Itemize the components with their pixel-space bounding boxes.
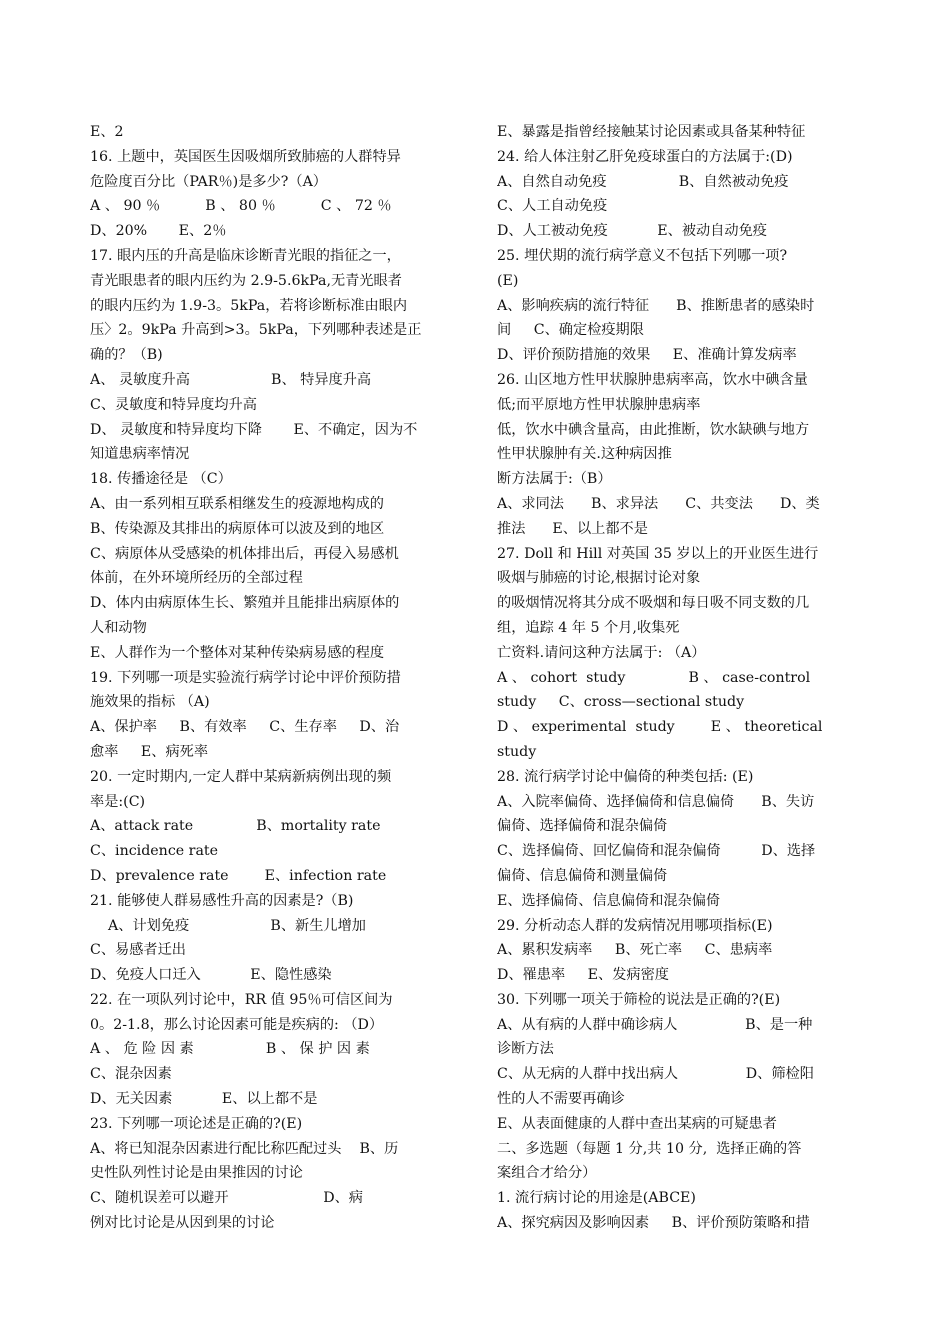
text-line: 推法 E、以上都不是 (497, 520, 648, 537)
text-line: A、自然自动免疫 B、自然被动免疫 (497, 173, 789, 190)
text-line: 18. 传播途径是 （C） (90, 471, 232, 488)
text-line: C、混杂因素 (90, 1066, 172, 1083)
text-line: 诊断方法 (497, 1041, 554, 1058)
text-line: 施效果的指标 （A) (90, 694, 210, 711)
text-line: D、无关因素 E、以上都不是 (90, 1091, 318, 1108)
text-line: 23. 下列哪一项论述是正确的?(E) (90, 1115, 303, 1132)
text-line: 的眼内压约为 1.9-3。5kPa，若将诊断标准由眼内 (90, 297, 408, 314)
text-line: 性的人不需要再确诊 (497, 1091, 625, 1108)
text-line: 低;而平原地方性甲状腺肿患病率 (497, 396, 701, 413)
text-line: A、探究病因及影响因素 B、评价预防策略和措 (497, 1215, 810, 1232)
text-line: E、暴露是指曾经接触某讨论因素或具备某种特征 (497, 124, 806, 140)
text-line: study (497, 743, 537, 760)
text-line: 人和动物 (90, 619, 147, 636)
text-line: E、选择偏倚、信息偏倚和混杂偏倚 (497, 892, 721, 909)
text-line: C、人工自动免疫 (497, 198, 608, 215)
text-line: 吸烟与肺癌的讨论,根据讨论对象 (497, 570, 701, 587)
text-line: 间 C、确定检疫期限 (497, 322, 644, 339)
text-line: 1. 流行病讨论的用途是(ABCE) (497, 1190, 696, 1207)
text-line: 青光眼患者的眼内压约为 2.9-5.6kPa,无青光眼者 (90, 272, 402, 289)
text-line: 的吸烟情况将其分成不吸烟和每日吸不同支数的几 (497, 595, 810, 612)
text-line: 28. 流行病学讨论中偏倚的种类包括: (E) (497, 768, 754, 785)
text-line: A、累积发病率 B、死亡率 C、患病率 (497, 942, 773, 959)
text-line: E、人群作为一个整体对某种传染病易感的程度 (90, 644, 385, 661)
text-line: A、由一系列相互联系相继发生的疫源地构成的 (90, 495, 384, 512)
text-line: D、免疫人口迁入 E、隐性感染 (90, 967, 332, 984)
text-line: D、 灵敏度和特异度均下降 E、不确定，因为不 (90, 421, 418, 438)
text-line: A、求同法 B、求异法 C、共变法 D、类 (497, 495, 820, 512)
text-line: 压〉2。9kPa 升高到>3。5kPa，下列哪种表述是正 (90, 322, 422, 339)
text-line: 性甲状腺肿有关.这种病因推 (497, 446, 672, 463)
text-line: 24. 给人体注射乙肝免疫球蛋白的方法属于:(D) (497, 148, 793, 165)
text-line: 史性队列性讨论是由果推因的讨论 (90, 1165, 303, 1182)
text-line: A、计划免疫 B、新生儿增加 (90, 917, 366, 934)
text-line: (E) (497, 272, 519, 289)
text-line: 29. 分析动态人群的发病情况用哪项指标(E) (497, 917, 773, 934)
text-line: 断方法属于:（B） (497, 471, 612, 488)
text-line: D、人工被动免疫 E、被动自动免疫 (497, 223, 767, 240)
text-line: C、从无病的人群中找出病人 D、筛检阳 (497, 1066, 814, 1083)
text-line: D、体内由病原体生长、繁殖并且能排出病原体的 (90, 595, 400, 612)
text-line: A、入院率偏倚、选择偏倚和信息偏倚 B、失访 (497, 793, 815, 810)
right-column (497, 120, 872, 1236)
text-line: 21. 能够使人群易感性升高的因素是?（B) (90, 892, 354, 909)
text-line: 0。2-1.8，那么讨论因素可能是疾病的: （D） (90, 1016, 384, 1033)
text-line: 22. 在一项队列讨论中，RR 值 95％可信区间为 (90, 991, 393, 1008)
text-line: A、 灵敏度升高 B、 特异度升高 (90, 371, 372, 388)
text-line: E、2 (90, 124, 124, 140)
text-line: C、易感者迁出 (90, 942, 186, 959)
text-line: 知道患病率情况 (90, 446, 190, 463)
text-line: C、灵敏度和特异度均升高 (90, 396, 257, 413)
text-line: D、罹患率 E、发病密度 (497, 967, 669, 984)
text-line: 愈率 E、病死率 (90, 743, 209, 760)
text-line: E、从表面健康的人群中查出某病的可疑患者 (497, 1115, 777, 1132)
text-line: A、attack rate B、mortality rate (90, 818, 381, 835)
left-column (90, 120, 466, 1236)
text-line: 案组合才给分） (497, 1165, 597, 1182)
text-line: 亡资料.请问这种方法属于: （A） (497, 644, 706, 661)
text-line: 偏倚、信息偏倚和测量偏倚 (497, 867, 668, 884)
text-line: 二、多选题（每题 1 分,共 10 分, 选择正确的答 (497, 1140, 802, 1157)
text-line: C、病原体从受感染的机体排出后，再侵入易感机 (90, 545, 399, 562)
text-line: B、传染源及其排出的病原体可以波及到的地区 (90, 520, 385, 537)
text-line: D 、 experimental study E 、 theoretical (497, 719, 823, 736)
text-line: A、影响疾病的流行特征 B、推断患者的感染时 (497, 297, 815, 314)
text-line: study C、cross—sectional study (497, 694, 745, 711)
text-line: A、保护率 B、有效率 C、生存率 D、治 (90, 719, 400, 736)
text-line: 30. 下列哪一项关于筛检的说法是正确的?(E) (497, 991, 781, 1008)
text-line: A 、 90 ％ B 、 80 ％ C 、 72 ％ (90, 198, 392, 215)
text-line: A 、 cohort study B 、 case-control (497, 669, 811, 686)
text-line: 低，饮水中碘含量高，由此推断，饮水缺碘与地方 (497, 421, 810, 438)
text-line: C、选择偏倚、回忆偏倚和混杂偏倚 D、选择 (497, 843, 816, 860)
text-line: 16. 上题中，英国医生因吸烟所致肺癌的人群特异 (90, 148, 401, 165)
text-line: 20. 一定时期内,一定人群中某病新病例出现的频 (90, 768, 392, 785)
text-line: D、评价预防措施的效果 E、准确计算发病率 (497, 347, 797, 364)
text-line: 19. 下列哪一项是实验流行病学讨论中评价预防措 (90, 669, 401, 686)
text-line: 偏倚、选择偏倚和混杂偏倚 (497, 818, 668, 835)
text-line: 组，追踪 4 年 5 个月,收集死 (497, 619, 680, 636)
text-line: 例对比讨论是从因到果的讨论 (90, 1215, 275, 1232)
text-line: 27. Doll 和 Hill 对英国 35 岁以上的开业医生进行 (497, 545, 819, 562)
text-line: D、prevalence rate E、infection rate (90, 867, 387, 884)
text-line: 体前，在外环境所经历的全部过程 (90, 570, 303, 587)
text-line: 率是:(C) (90, 793, 146, 810)
text-line: C、incidence rate (90, 843, 219, 860)
text-line: A、从有病的人群中确诊病人 B、是一种 (497, 1016, 813, 1033)
text-line: 确的？（B) (90, 347, 163, 364)
text-line: 26. 山区地方性甲状腺肿患病率高，饮水中碘含量 (497, 371, 808, 388)
text-line: A、将已知混杂因素进行配比称匹配过头 B、历 (90, 1140, 399, 1157)
text-line: 25. 埋伏期的流行病学意义不包括下列哪一项? (497, 247, 788, 264)
text-line: D、20% E、2％ (90, 223, 227, 240)
text-line: 危险度百分比（PAR％)是多少?（A） (90, 173, 327, 190)
text-line: A 、 危 险 因 素 B 、 保 护 因 素 (90, 1041, 370, 1058)
text-line: 17. 眼内压的升高是临床诊断青光眼的指征之一， (90, 247, 401, 264)
text-line: C、随机误差可以避开 D、病 (90, 1190, 363, 1207)
